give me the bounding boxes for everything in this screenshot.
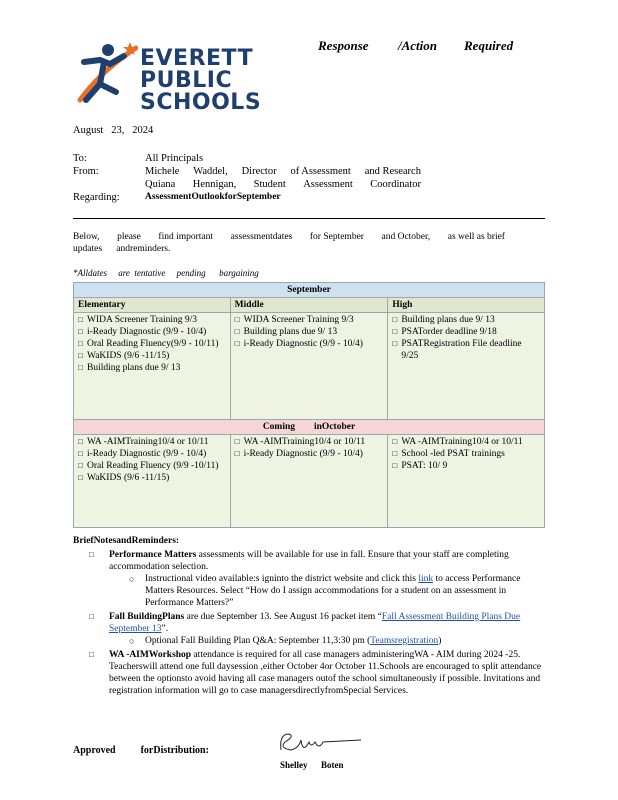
header-response: Response — [318, 38, 369, 53]
oct-middle-cell — [230, 435, 388, 528]
list-item: □ WaKIDS (9/6 -11/15) — [78, 350, 226, 362]
from-word: Hennigan, — [192, 179, 237, 190]
fb-sub-text-a: Optional Fall Building Plan Q&A: September 11,3:30 pm ( — [145, 636, 371, 646]
notes-title: BriefNotesandReminders: — [73, 536, 180, 546]
circle-bullet-icon: ○ — [129, 636, 135, 646]
pm-sub-text-b: to access Performance Matters Resources. Select “How do I assign accommodations for a student on an assessment in Performance Matters?” — [145, 574, 521, 608]
from-line-2 — [145, 178, 421, 191]
from-label: From: — [73, 166, 99, 177]
note-performance-matters — [73, 549, 545, 573]
square-bullet-icon: □ — [89, 550, 94, 559]
coming-in-october-heading: Coming inOctober — [74, 420, 545, 435]
list-item: □ WaKIDS (9/6 -11/15) — [78, 472, 226, 484]
divider — [73, 218, 545, 219]
pm-text: assessments will be available for use in fall. Ensure that your staff are completing accommodation selection. — [109, 550, 509, 572]
from-word: Director — [241, 166, 277, 177]
teams-registration-link[interactable]: Teamsregistration — [370, 636, 439, 646]
logo-line-3: SCHOOLS — [140, 90, 262, 115]
to-label: To: — [73, 153, 87, 164]
from-word: Waddel, — [193, 166, 228, 177]
fb-title: Fall BuildingPlans — [109, 612, 185, 622]
district-logo — [74, 40, 262, 115]
intro-paragraph — [73, 231, 545, 255]
list-item: □ School -led PSAT trainings — [392, 448, 540, 460]
fall-building-plans-link[interactable]: Fall Assessment Building Plans Due September 13 — [109, 612, 521, 634]
intro-word: and October, — [381, 232, 431, 242]
from-word: Assessment — [303, 179, 353, 190]
regarding-value: AssessmentOutlookforSeptember — [145, 192, 281, 202]
list-item: □ i-Ready Diagnostic (9/9 - 10/4) — [235, 338, 384, 350]
approved-for-distribution-label: Approved forDistribution: — [73, 745, 209, 756]
oct-high-cell — [388, 435, 545, 528]
list-item: □ WA -AIMTraining10/4 or 10/11 — [235, 436, 384, 448]
square-bullet-icon: □ — [89, 650, 94, 659]
intro-word: as well as brief — [447, 232, 505, 242]
september-heading: September — [74, 283, 545, 298]
tentative-note: *Alldates are tentative pending bargaining — [73, 268, 259, 278]
sept-middle-cell — [230, 313, 388, 420]
from-word: Student — [253, 179, 286, 190]
column-high: High — [388, 298, 545, 313]
fb-text: are due September 13. See August 16 packet item “ — [186, 612, 382, 622]
list-item: □ i-Ready Diagnostic (9/9 - 10/4) — [235, 448, 384, 460]
list-item: □ Building plans due 9/ 13 — [78, 362, 226, 374]
column-middle: Middle — [230, 298, 388, 313]
column-elementary: Elementary — [74, 298, 231, 313]
note-pm-sub — [73, 573, 545, 609]
note-fall-building-plans — [73, 611, 545, 635]
memo-header — [0, 152, 618, 212]
brief-notes-section — [73, 535, 545, 697]
intro-word: Below, — [73, 232, 100, 242]
list-item: □ PSATRegistration File deadline 9/25 — [392, 338, 540, 362]
pm-resources-link[interactable]: link — [418, 574, 434, 584]
note-wa-aim-workshop — [73, 649, 545, 697]
square-bullet-icon: □ — [89, 612, 94, 621]
sept-elementary-cell — [74, 313, 231, 420]
fb-sub-text-b: ) — [438, 636, 442, 646]
header-required: Required — [464, 38, 514, 53]
assessment-calendar-table — [73, 282, 545, 528]
logo-line-2: PUBLIC — [140, 68, 233, 93]
list-item: □ i-Ready Diagnostic (9/9 - 10/4) — [78, 448, 226, 460]
handwritten-signature — [275, 728, 365, 758]
note-fb-sub — [73, 635, 545, 647]
from-line-1 — [145, 165, 421, 178]
memo-date: August 23, 2024 — [73, 125, 154, 136]
list-item: □ Building plans due 9/ 13 — [235, 326, 384, 338]
pm-title: Performance Matters — [109, 550, 197, 560]
from-word: and Research — [364, 166, 421, 177]
wa-text: attendance is required for all case managers administeringWA - AIM during 2024 -25. Teacherswill attend one full daysession ,either October 4or October 11.Schools are encouraged to split attendance between the optionsto avoid having all case managers outof the school simultaneously if possible. Invitations and registration information will go to case managersdirectlyfromSpecial Services. — [109, 650, 542, 696]
list-item: □ WIDA Screener Training 9/3 — [78, 314, 226, 326]
intro-word: please — [117, 232, 141, 242]
runner-figure-icon — [74, 40, 138, 112]
list-item: □ WA -AIMTraining10/4 or 10/11 — [392, 436, 540, 448]
oct-elementary-cell — [74, 435, 231, 528]
from-word: Coordinator — [370, 179, 421, 190]
list-item: □ Oral Reading Fluency(9/9 - 10/11) — [78, 338, 226, 350]
list-item: □ Building plans due 9/ 13 — [392, 314, 540, 326]
regarding-label: Regarding: — [73, 192, 120, 203]
list-item: □ PSAT: 10/ 9 — [392, 460, 540, 472]
header-action: /Action — [398, 38, 438, 53]
intro-line-1 — [73, 231, 505, 243]
list-item: □ WIDA Screener Training 9/3 — [235, 314, 384, 326]
sept-high-cell — [388, 313, 545, 420]
signer-name: Shelley Boten — [280, 760, 344, 770]
pm-sub-text-a: Instructional video available:s igninto the district website and click this — [145, 574, 416, 584]
circle-bullet-icon: ○ — [129, 574, 135, 584]
from-word: Quiana — [145, 179, 176, 190]
from-word: Michele — [145, 166, 180, 177]
intro-word: for September — [309, 232, 364, 242]
logo-line-1: EVERETT — [140, 46, 254, 71]
list-item: □ PSATorder deadline 9/18 — [392, 326, 540, 338]
intro-word: assessmentdates — [230, 232, 293, 242]
list-item: □ i-Ready Diagnostic (9/9 - 10/4) — [78, 326, 226, 338]
list-item: □ Oral Reading Fluency (9/9 -10/11) — [78, 460, 226, 472]
intro-line-2: updates andreminders. — [73, 244, 171, 254]
from-word: of Assessment — [290, 166, 351, 177]
to-value: All Principals — [145, 153, 204, 164]
intro-word: find important — [158, 232, 214, 242]
wa-title: WA -AIMWorkshop — [109, 650, 192, 660]
fb-end: ”. — [161, 624, 169, 634]
list-item: □ WA -AIMTraining10/4 or 10/11 — [78, 436, 226, 448]
